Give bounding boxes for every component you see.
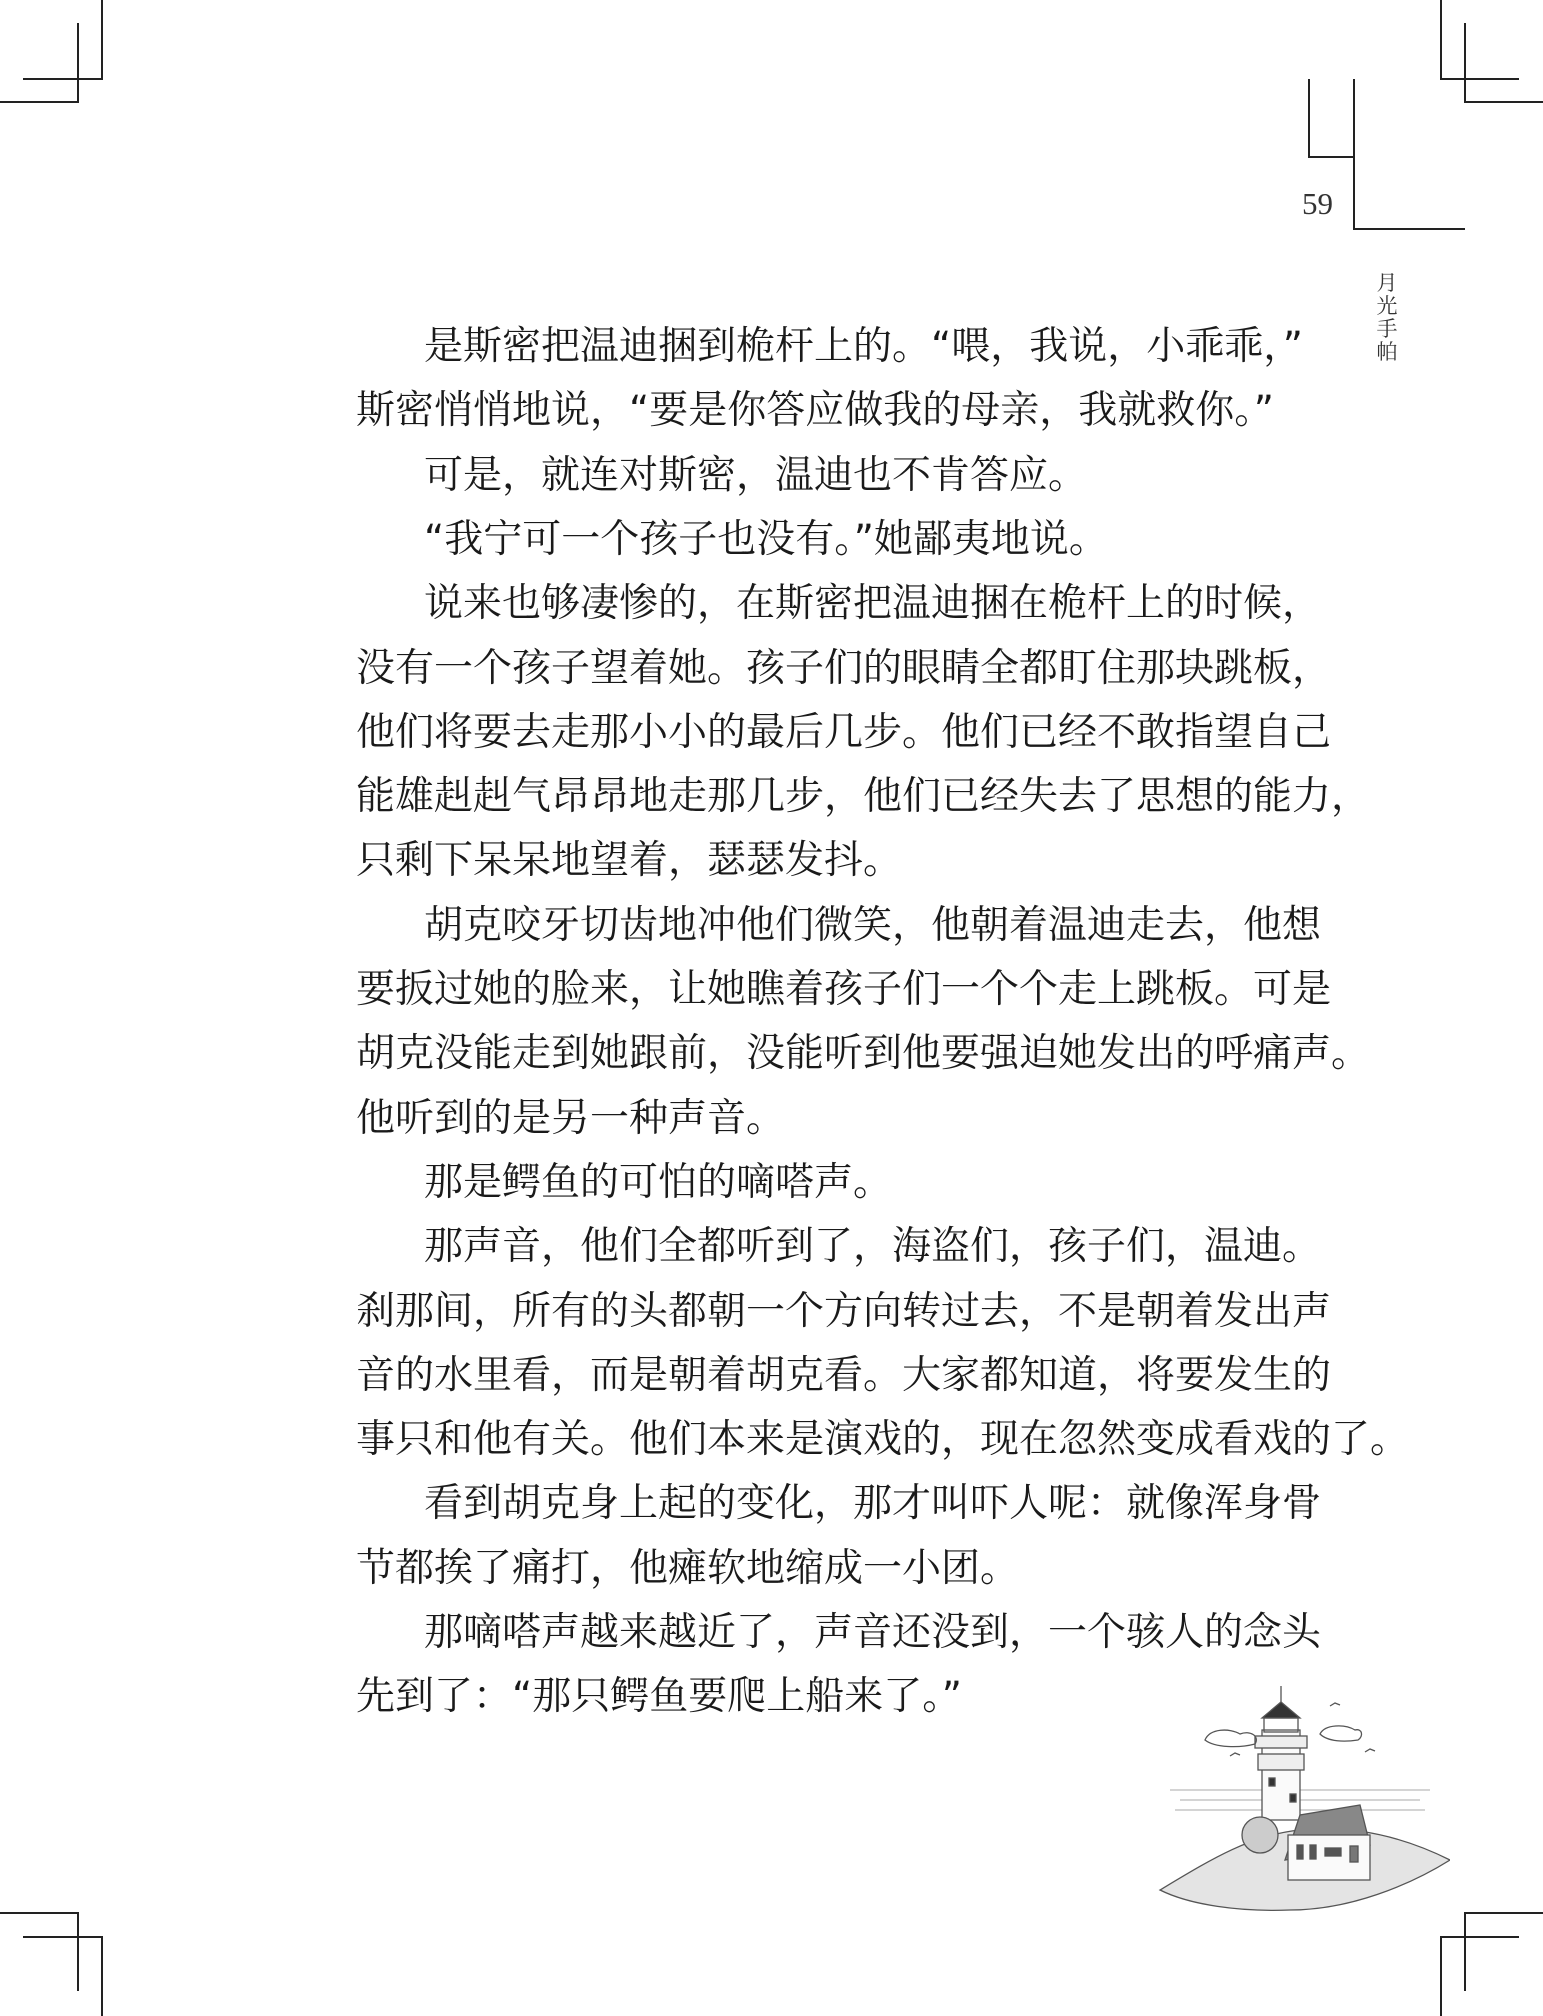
text-line: 看到胡克身上起的变化，那才叫吓人呢：就像浑身骨 [424, 1481, 1322, 1527]
text-line: 那是鳄鱼的可怕的嘀嗒声。 [424, 1159, 893, 1205]
text-line: 斯密悄悄地说，“要是你答应做我的母亲，我就救你。” [356, 388, 1274, 434]
running-title-char: 帕 [1376, 340, 1398, 364]
text-line: 那嘀嗒声越来越近了，声音还没到，一个骇人的念头 [424, 1610, 1322, 1655]
text-line: 节都挨了痛打，他瘫软地缩成一小团。 [356, 1545, 1020, 1591]
running-title [1375, 272, 1399, 364]
text-line: 胡克没能走到她跟前，没能听到他要强迫她发出的呼痛声。 [356, 1031, 1371, 1077]
text-line: 要扳过她的脸来，让她瞧着孩子们一个个走上跳板。可是 [356, 967, 1332, 1012]
page-number: 59 [1302, 186, 1333, 221]
text-line: 先到了：“那只鳄鱼要爬上船来了。” [356, 1674, 962, 1720]
lighthouse-illustration [1150, 1660, 1450, 1920]
text-line: 能雄赳赳气昂昂地走那几步，他们已经失去了思想的能力， [356, 774, 1371, 820]
text-line: 那声音，他们全都听到了，海盗们，孩子们，温迪。 [424, 1224, 1322, 1270]
text-line: 是斯密把温迪捆到桅杆上的。“喂，我说，小乖乖，” [424, 324, 1303, 369]
text-line: 他听到的是另一种声音。 [356, 1095, 786, 1141]
running-title-char: 月 [1376, 271, 1398, 295]
text-line: 只剩下呆呆地望着，瑟瑟发抖。 [356, 838, 903, 884]
text-line: 说来也够凄惨的，在斯密把温迪捆在桅杆上的时候， [424, 581, 1322, 627]
text-line: 刹那间，所有的头都朝一个方向转过去，不是朝着发出声 [356, 1288, 1332, 1334]
running-title-char: 光 [1376, 294, 1398, 318]
text-line: 事只和他有关。他们本来是演戏的，现在忽然变成看戏的了。 [356, 1417, 1410, 1463]
text-line: 音的水里看，而是朝着胡克看。大家都知道，将要发生的 [356, 1352, 1332, 1398]
text-line: 没有一个孩子望着她。孩子们的眼睛全都盯住那块跳板， [356, 645, 1332, 691]
text-line: “我宁可一个孩子也没有。”她鄙夷地说。 [424, 516, 1108, 562]
text-line: 可是，就连对斯密，温迪也不肯答应。 [424, 452, 1088, 498]
running-title-char: 手 [1376, 317, 1398, 341]
text-line: 他们将要去走那小小的最后几步。他们已经不敢指望自己 [356, 709, 1332, 755]
text-line: 胡克咬牙切齿地冲他们微笑，他朝着温迪走去，他想 [424, 902, 1322, 948]
